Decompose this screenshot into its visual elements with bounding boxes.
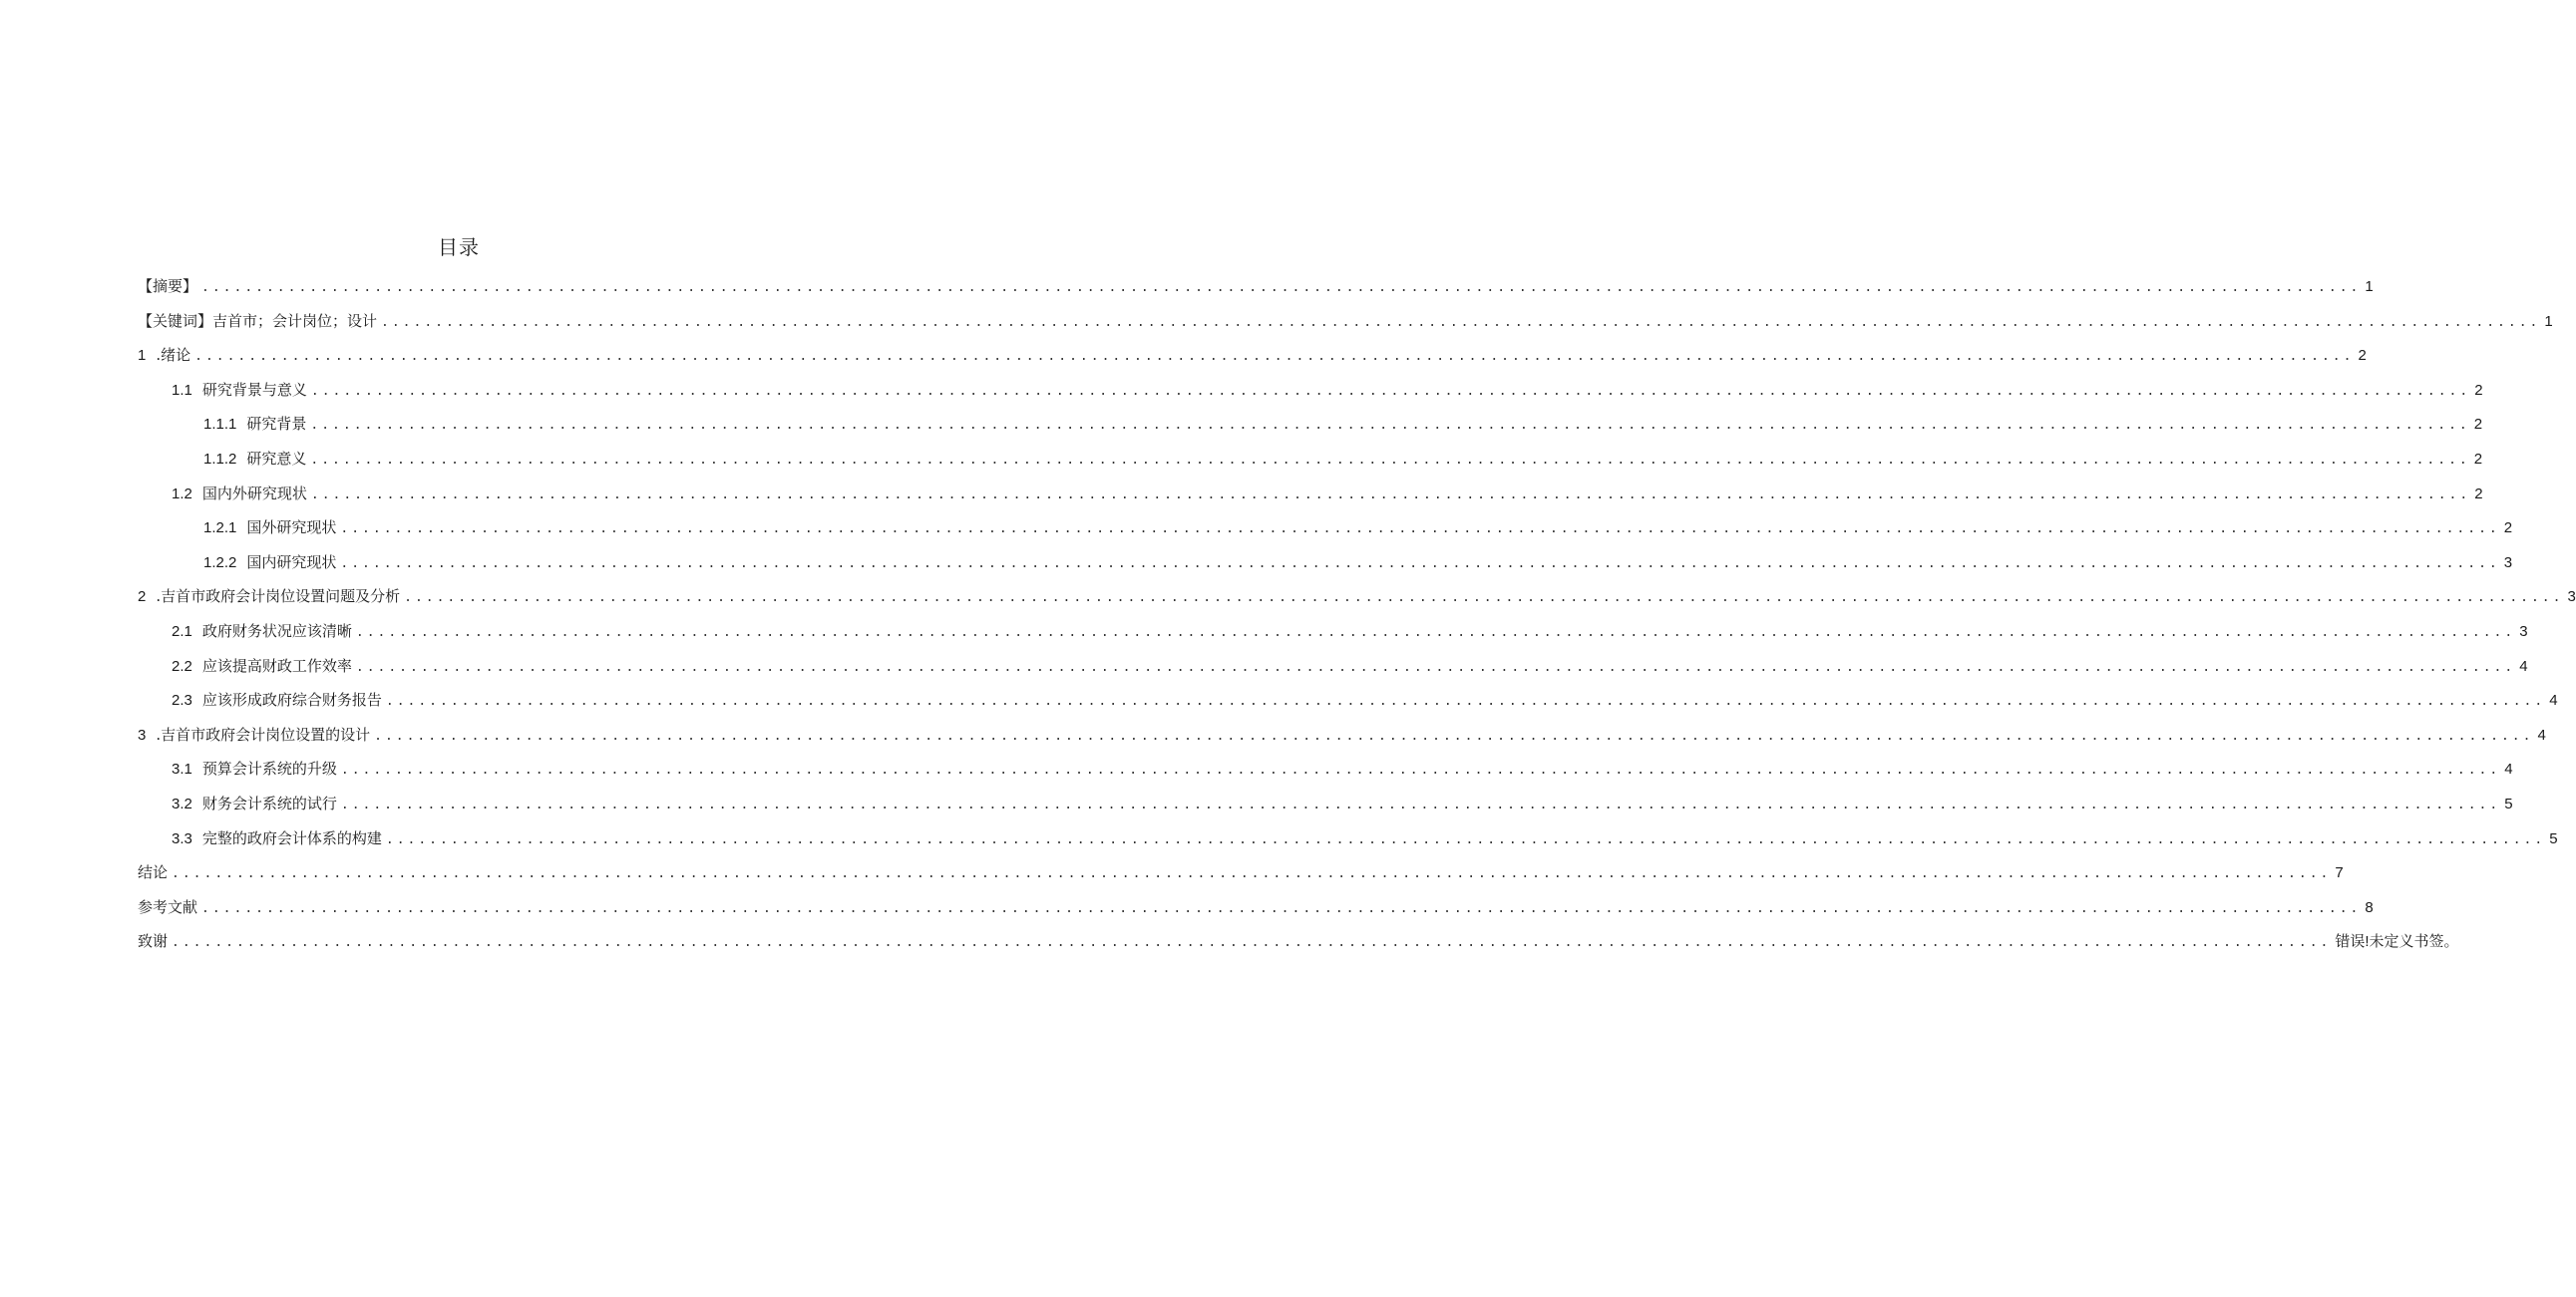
toc-entry[interactable] [138, 407, 2483, 442]
toc-dot-leader: ........................................................................................................................................................................................................ [374, 728, 2534, 744]
toc-dot-leader: ........................................................................................................................................................................................................ [172, 866, 2332, 882]
toc-entry-label: 国内研究现状 [246, 552, 337, 571]
toc-entry[interactable] [138, 683, 2558, 718]
toc-entry-page: 2 [2358, 347, 2367, 365]
toc-dot-leader: ........................................................................................................................................................................................................ [310, 452, 2470, 468]
toc-entry-label: 应该形成政府综合财务报告 [201, 691, 382, 710]
toc-dot-leader: ........................................................................................................................................................................................................ [201, 280, 2362, 295]
toc-dot-leader: ........................................................................................................................................................................................................ [201, 900, 2362, 916]
toc-entry-page: 1 [2544, 312, 2553, 330]
toc-entry-number: 1.2.2 [203, 553, 237, 571]
toc-entry-number: 3.2 [172, 795, 192, 812]
toc-entry-label: 研究背景与意义 [201, 380, 307, 399]
toc-dot-leader: ........................................................................................................................................................................................................ [340, 521, 2500, 537]
toc-entry-number: 2 [138, 588, 147, 606]
toc-entry[interactable] [138, 787, 2513, 821]
toc-entry-number: 3 [138, 726, 147, 744]
toc-entry-number: 2.2 [172, 657, 192, 675]
toc-entry-page: 5 [2504, 795, 2513, 812]
toc-entry[interactable] [138, 821, 2558, 856]
toc-entry-page: 2 [2473, 450, 2483, 468]
toc-entry-page: 3 [2567, 588, 2576, 606]
toc-entry-label: 预算会计系统的升级 [201, 760, 337, 779]
toc-entry-page: 5 [2549, 829, 2558, 847]
toc-entry-label: 致谢 [138, 932, 169, 951]
toc-entry-number: 2.3 [172, 692, 192, 710]
toc-entry[interactable] [138, 338, 2367, 373]
toc-entry-page: 8 [2365, 898, 2374, 916]
toc-entry-number: 3.1 [172, 761, 192, 779]
toc-entry-label: 【摘要】 [138, 277, 198, 295]
toc-dot-leader: ........................................................................................................................................................................................................ [355, 624, 2516, 640]
toc-entry-number: 3.3 [172, 829, 192, 847]
toc-dot-leader: ........................................................................................................................................................................................................ [310, 418, 2470, 434]
toc-entry-page: 4 [2504, 761, 2513, 779]
toc-dot-leader: ........................................................................................................................................................................................................ [381, 314, 2541, 330]
toc-dot-leader: ........................................................................................................................................................................................................ [340, 797, 2501, 812]
toc-entry-page: 4 [2519, 657, 2528, 675]
toc-entry-number: 1.1.1 [203, 416, 237, 434]
toc-entry[interactable] [138, 752, 2513, 787]
toc-entry[interactable] [138, 649, 2528, 684]
toc-entry-page: 7 [2335, 864, 2344, 882]
toc-entry-number: 1.1 [172, 381, 192, 399]
toc-entry-number: 1.1.2 [203, 450, 237, 468]
toc-entry[interactable] [138, 718, 2546, 753]
toc-entry-page: 2 [2474, 381, 2483, 399]
toc-entry[interactable] [138, 510, 2513, 545]
toc-entry-label: 国外研究现状 [246, 518, 337, 537]
toc-entry-page: 错误!未定义书签。 [2335, 933, 2459, 951]
toc-title: 目录 [438, 235, 480, 259]
toc-entry-label: 财务会计系统的试行 [201, 794, 337, 812]
toc-entry-label: 结论 [138, 863, 169, 882]
toc-entry-number: 1 [138, 347, 147, 365]
toc-dot-leader: ........................................................................................................................................................................................................ [385, 694, 2546, 710]
toc-entry-label: 研究意义 [246, 449, 307, 468]
toc-entry-number: 1.2 [172, 485, 192, 502]
toc-dot-leader: ........................................................................................................................................................................................................ [340, 763, 2501, 779]
toc-entry[interactable] [138, 545, 2513, 580]
toc-entry[interactable] [138, 269, 2374, 304]
toc-entry-page: 2 [2473, 416, 2483, 434]
toc-entry-number: 1.2.1 [203, 519, 237, 537]
toc-entry-label: 参考文献 [138, 897, 198, 916]
toc-dot-leader: ........................................................................................................................................................................................................ [310, 383, 2471, 399]
toc-entry-page: 3 [2519, 622, 2528, 640]
toc-entry[interactable] [138, 442, 2483, 477]
toc-entry[interactable] [138, 614, 2528, 649]
table-of-contents [138, 269, 2576, 959]
toc-entry-page: 2 [2474, 485, 2483, 502]
toc-dot-leader: ........................................................................................................................................................................................................ [385, 831, 2546, 847]
toc-entry[interactable] [138, 855, 2344, 890]
toc-entry-page: 4 [2549, 692, 2558, 710]
toc-dot-leader: ........................................................................................................................................................................................................ [172, 935, 2332, 951]
toc-dot-leader: ........................................................................................................................................................................................................ [194, 349, 2355, 365]
toc-entry-label: 政府财务状况应该清晰 [201, 621, 352, 640]
toc-entry[interactable] [138, 924, 2459, 959]
toc-entry-page: 4 [2537, 726, 2546, 744]
toc-dot-leader: ........................................................................................................................................................................................................ [310, 486, 2471, 502]
toc-entry-label: .绪论 [156, 346, 191, 365]
toc-entry[interactable] [138, 304, 2553, 339]
toc-entry[interactable] [138, 890, 2374, 925]
toc-entry-page: 2 [2503, 519, 2513, 537]
toc-entry-page: 3 [2503, 553, 2513, 571]
toc-entry-label: 【关键词】吉首市；会计岗位；设计 [138, 311, 378, 330]
toc-entry-number: 2.1 [172, 622, 192, 640]
toc-entry-label: 研究背景 [246, 415, 307, 434]
toc-entry[interactable] [138, 579, 2576, 614]
toc-entry-label: .吉首市政府会计岗位设置问题及分析 [156, 587, 401, 606]
toc-dot-leader: ........................................................................................................................................................................................................ [340, 555, 2500, 571]
toc-entry-label: 国内外研究现状 [201, 484, 307, 502]
toc-dot-leader: ........................................................................................................................................................................................................ [404, 590, 2564, 606]
toc-entry[interactable] [138, 373, 2483, 408]
toc-entry-page: 1 [2365, 278, 2374, 295]
toc-dot-leader: ........................................................................................................................................................................................................ [355, 659, 2516, 675]
toc-entry-label: .吉首市政府会计岗位设置的设计 [156, 725, 371, 744]
toc-entry-label: 完整的政府会计体系的构建 [201, 828, 382, 847]
toc-entry[interactable] [138, 477, 2483, 511]
toc-entry-label: 应该提高财政工作效率 [201, 656, 352, 675]
